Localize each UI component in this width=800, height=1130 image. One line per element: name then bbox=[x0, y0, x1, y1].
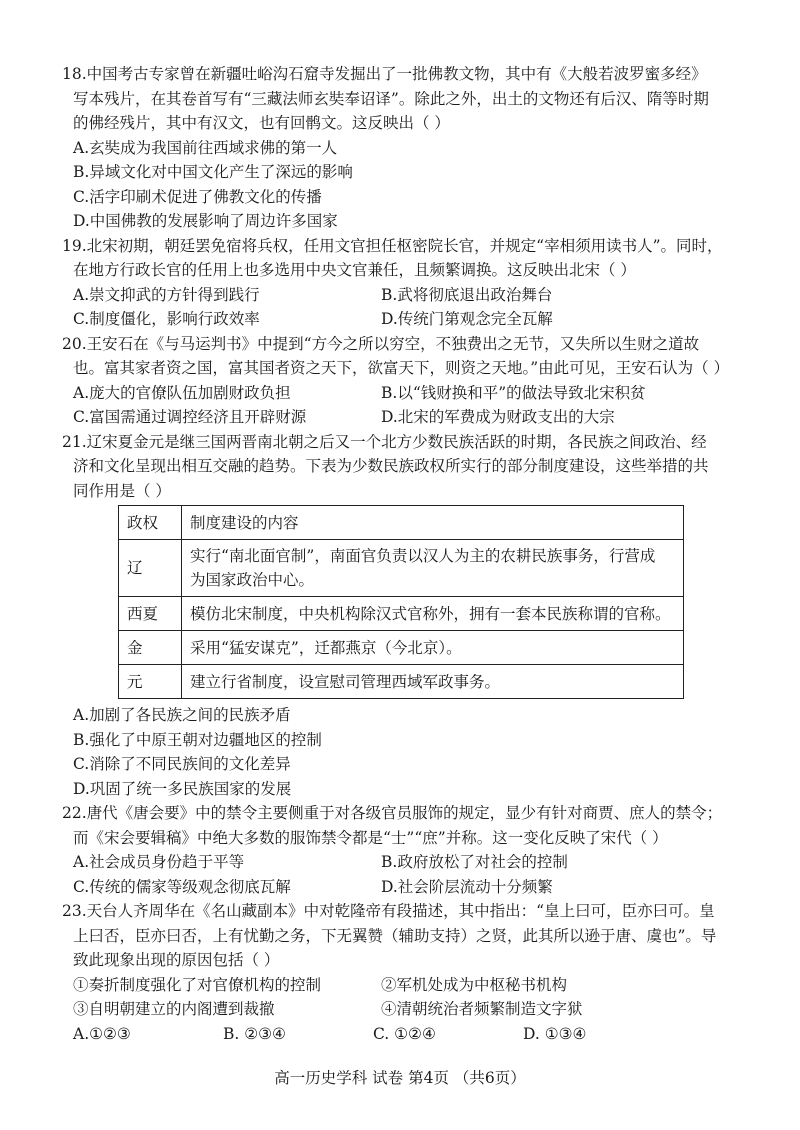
option-a: A.崇文抑武的方针得到践行 bbox=[73, 285, 260, 304]
statement-1: ①奏折制度强化了对官僚机构的控制 bbox=[73, 975, 322, 994]
page-content bbox=[62, 62, 746, 1046]
question-stem-line: 同作用是（ ） bbox=[73, 481, 171, 500]
option-b: B. ②③④ bbox=[223, 1024, 286, 1043]
regime-name-cell: 辽 bbox=[119, 540, 182, 597]
regime-name-cell: 西夏 bbox=[119, 597, 182, 631]
table-header-row bbox=[119, 506, 684, 540]
option-b: B.以“钱财换和平”的做法导致北宋积贫 bbox=[381, 383, 646, 402]
system-content-cell: 建立行省制度，设宣慰司管理西域军政事务。 bbox=[182, 665, 684, 699]
table-row bbox=[119, 665, 684, 699]
statement-3: ③自明朝建立的内阁遭到裁撤 bbox=[73, 1000, 275, 1018]
question-stem-line: 的佛经残片，其中有汉文，也有回鹘文。这反映出（ ） bbox=[73, 114, 450, 132]
options-row bbox=[62, 850, 746, 875]
table-row bbox=[119, 631, 684, 665]
options-row bbox=[62, 381, 746, 406]
option-a: A.①②③ bbox=[73, 1024, 131, 1043]
regime-name-cell: 金 bbox=[119, 631, 182, 665]
system-content-cell: 模仿北宋制度，中央机构除汉式官称外，拥有一套本民族称谓的官称。 bbox=[182, 597, 684, 631]
cell-text-line: 为国家政治中心。 bbox=[190, 571, 315, 589]
regime-system-table bbox=[118, 505, 684, 699]
question-20 bbox=[62, 332, 746, 430]
option-b: B.强化了中原王朝对边疆地区的控制 bbox=[73, 730, 322, 749]
option-c: C.传统的儒家等级观念彻底瓦解 bbox=[73, 877, 291, 896]
question-stem-line: 21.辽宋夏金元是继三国两晋南北朝之后又一个北方少数民族活跃的时期，各民族之间政治、经 bbox=[62, 432, 707, 451]
option-b: B.异域文化对中国文化产生了深远的影响 bbox=[73, 163, 353, 181]
options-row bbox=[62, 875, 746, 900]
option-b: B.政府放松了对社会的控制 bbox=[381, 853, 568, 871]
page-footer: 高一历史学科 试卷 第4页 （共6页） bbox=[274, 1069, 526, 1087]
question-stem-line: 致此现象出现的原因包括（ ） bbox=[73, 951, 280, 969]
statements-row bbox=[62, 997, 746, 1022]
question-stem-line: 也。富其家者资之国，富其国者资之天下，欲富天下，则资之天地。”由此可见，王安石认为（ ） bbox=[73, 359, 730, 377]
table-header-cell: 政权 bbox=[119, 506, 182, 540]
question-23 bbox=[62, 899, 746, 1046]
cell-text-line: 实行“南北面官制”，南面官负责以汉人为主的农耕民族事务，行营成 bbox=[190, 547, 656, 565]
question-19 bbox=[62, 234, 746, 332]
option-c: C.活字印刷术促进了佛教文化的传播 bbox=[73, 187, 322, 206]
option-a: A.玄奘成为我国前往西域求佛的第一人 bbox=[73, 138, 338, 157]
option-a: A.庞大的官僚队伍加剧财政负担 bbox=[73, 383, 291, 402]
options-row bbox=[62, 283, 746, 308]
question-21 bbox=[62, 430, 746, 802]
table-row bbox=[119, 597, 684, 631]
option-a: A.加剧了各民族之间的民族矛盾 bbox=[73, 706, 291, 724]
system-content-cell bbox=[182, 540, 684, 597]
question-stem-line: 22.唐代《唐会要》中的禁令主要侧重于对各级官员服饰的规定，显少有针对商贾、庶人的禁令； bbox=[62, 804, 723, 822]
statements-row bbox=[62, 973, 746, 998]
option-d: D. ①③④ bbox=[523, 1024, 587, 1043]
option-c: C.消除了不同民族间的文化差异 bbox=[73, 755, 291, 773]
question-18 bbox=[62, 62, 746, 234]
option-d: D.北宋的军费成为财政支出的大宗 bbox=[381, 408, 615, 426]
question-stem-line: 20.王安石在《与马运判书》中提到“方今之所以穷空，不独费出之无节，又失所以生财之道故 bbox=[62, 334, 700, 353]
question-stem-line: 18.中国考古专家曾在新疆吐峪沟石窟寺发掘出了一批佛教文物，其中有《大般若波罗蜜多经》 bbox=[62, 65, 707, 83]
system-content-cell: 采用“猛安谋克”，迁都燕京（今北京）。 bbox=[182, 631, 684, 665]
options-row bbox=[62, 1022, 746, 1047]
question-stem-line: 而《宋会要辑稿》中绝大多数的服饰禁令都是“士”“庶”并称。这一变化反映了宋代（ ） bbox=[73, 828, 668, 847]
question-stem-line: 写本残片，在其卷首写有“三藏法师玄奘奉诏译”。除此之外，出土的文物还有后汉、隋等时期 bbox=[73, 89, 709, 108]
question-22 bbox=[62, 801, 746, 899]
option-d: D.传统门第观念完全瓦解 bbox=[381, 310, 553, 328]
option-d: D.中国佛教的发展影响了周边许多国家 bbox=[73, 212, 338, 230]
table-header-cell: 制度建设的内容 bbox=[182, 506, 684, 540]
statement-2: ②军机处成为中枢秘书机构 bbox=[381, 975, 568, 994]
options-row bbox=[62, 405, 746, 430]
question-stem-line: 济和文化呈现出相互交融的趋势。下表为少数民族政权所实行的部分制度建设，这些举措的共 bbox=[73, 457, 709, 475]
table-row bbox=[119, 540, 684, 597]
statement-4: ④清朝统治者频繁制造文字狱 bbox=[381, 1000, 583, 1018]
option-d: D.社会阶层流动十分频繁 bbox=[381, 877, 553, 896]
question-stem-line: 上曰否，臣亦曰否，上有忧勤之务，下无翼赞（辅助支持）之贤，此其所以逊于唐、虞也”。导 bbox=[73, 926, 717, 945]
regime-name-cell: 元 bbox=[119, 665, 182, 699]
option-c: C. ①②④ bbox=[373, 1024, 436, 1043]
option-c: C.制度僵化，影响行政效率 bbox=[73, 310, 260, 328]
options-row bbox=[62, 307, 746, 332]
option-d: D.巩固了统一多民族国家的发展 bbox=[73, 779, 292, 798]
option-a: A.社会成员身份趋于平等 bbox=[73, 853, 245, 871]
question-stem-line: 在地方行政长官的任用上也多选用中央文官兼任，且频繁调换。这反映出北宋（ ） bbox=[73, 261, 636, 279]
option-b: B.武将彻底退出政治舞台 bbox=[381, 285, 553, 304]
option-c: C.富国需通过调控经济且开辟财源 bbox=[73, 408, 307, 426]
question-stem-line: 23.天台人齐周华在《名山藏副本》中对乾隆帝有段描述，其中指出：“皇上曰可，臣亦曰可。皇 bbox=[62, 902, 715, 920]
question-stem-line: 19.北宋初期，朝廷罢免宿将兵权，任用文官担任枢密院长官，并规定“宰相须用读书人”。同时， bbox=[62, 236, 723, 255]
